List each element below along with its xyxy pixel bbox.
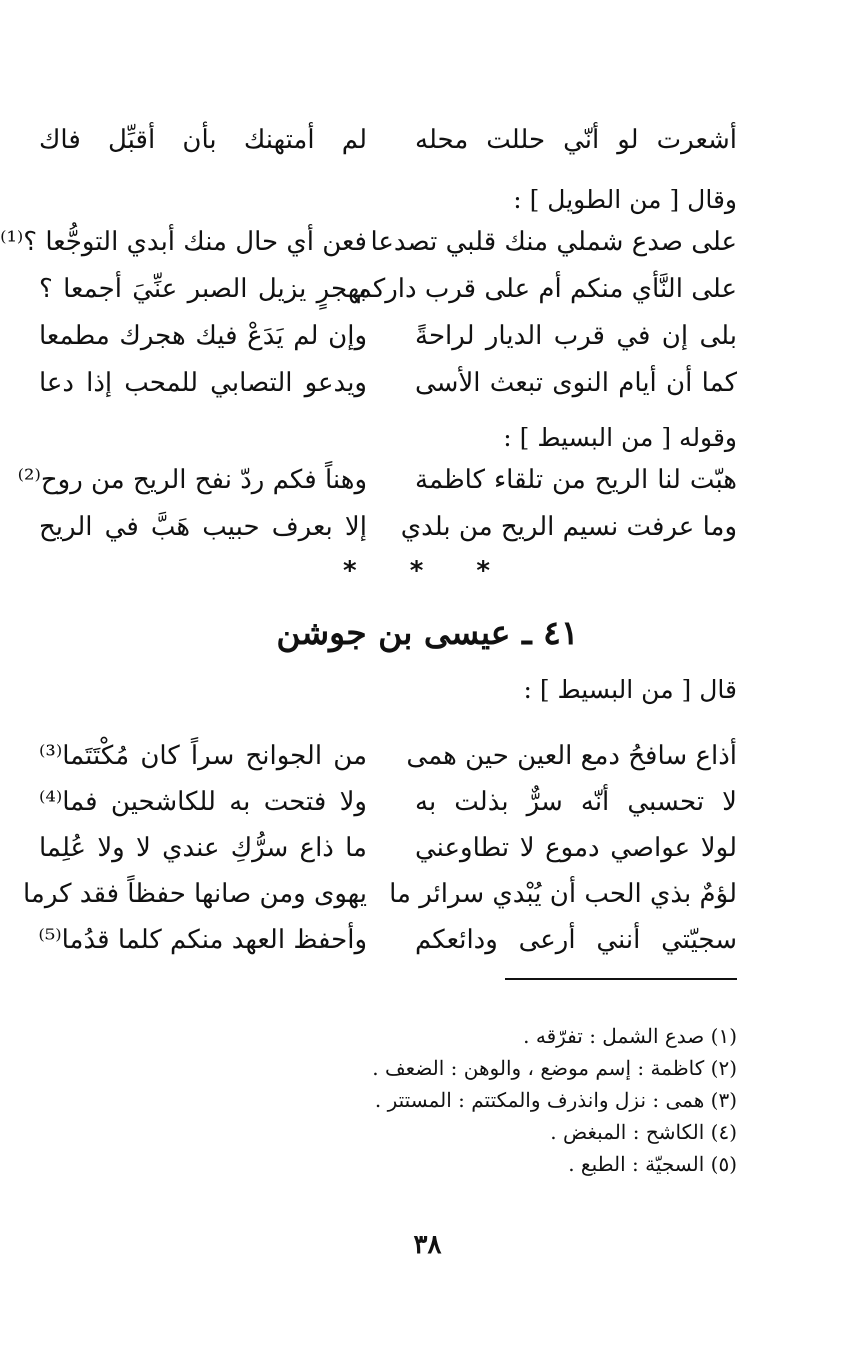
verse-second-hemistich: وأحفظ العهد منكم كلما قدُما⁽⁵⁾ (38, 925, 367, 955)
verse-row (0, 359, 855, 407)
footnote-1: (١) صدع الشمل : تفرّقه . (523, 1024, 737, 1048)
footnotes (372, 1020, 737, 1180)
section-intro: قال [ من البسيط ] : (523, 675, 737, 704)
verse-first-hemistich: بلى إن في قرب الديار لراحةً (415, 321, 737, 351)
verse-row (0, 778, 855, 826)
verse-first-hemistich: لولا عواصي دموع لا تطاوعني (415, 833, 737, 863)
verse-row (0, 218, 855, 266)
verse-second-hemistich: فعن أي حال منك أبدي التوجُّعا ؟⁽¹⁾ (0, 227, 367, 257)
verse-second-hemistich: وإن لم يَدَعْ فيك هجرك مطمعا (39, 321, 367, 351)
verse-row (0, 456, 855, 504)
page-number: ٣٨ (413, 1230, 442, 1260)
verse-first-hemistich: أشعرت لو أنّي حللت محله (415, 125, 737, 155)
verse-second-hemistich: إلا بعرف حبيب هَبَّ في الريح (39, 512, 367, 542)
poet-heading: ٤١ ـ عيسى بن جوشن (276, 613, 579, 652)
verse-row (0, 916, 855, 964)
verse-row (0, 503, 855, 551)
verse-first-hemistich: لؤمٌ بذي الحب أن يُبْدي سرائر ما (389, 879, 737, 909)
verse-first-hemistich: كما أن أيام النوى تبعث الأسى (415, 368, 737, 398)
verse-first-hemistich: وما عرفت نسيم الريح من بلدي (400, 512, 737, 542)
footnote-3: (٣) همى : نزل وانذرف والمكتتم : المستتر . (374, 1088, 737, 1112)
footnote-2: (٢) كاظمة : إسم موضع ، والوهن : الضعف . (372, 1056, 737, 1080)
verse-first-hemistich: هبّت لنا الريح من تلقاء كاظمة (415, 465, 737, 495)
verse-second-hemistich: لم أمتهنك بأن أقبِّل فاك (39, 125, 367, 155)
verse-first-hemistich: على صدع شملي منك قلبي تصدعا (370, 227, 737, 257)
verse-second-hemistich: ويدعو التصابي للمحب إذا دعا (39, 368, 367, 398)
section-intro: وقوله [ من البسيط ] : (503, 423, 737, 452)
verse-row (0, 116, 855, 164)
verse-second-hemistich: ما ذاع سرُّكِ عندي لا ولا عُلِما (39, 833, 367, 863)
verse-second-hemistich: وهناً فكم ردّ نفح الريح من روح⁽²⁾ (17, 465, 367, 495)
verse-first-hemistich: لا تحسبي أنّه سرٌّ بذلت به (415, 787, 737, 817)
verse-second-hemistich: ولا فتحت به للكاشحين فما⁽⁴⁾ (39, 787, 367, 817)
verse-second-hemistich: بهجرٍ يزيل الصبر عنِّيَ أجمعا ؟ (39, 274, 367, 304)
footnote-5: (٥) السجيّة : الطبع . (568, 1152, 737, 1176)
verse-first-hemistich: سجيّتي أنني أرعى ودائعكم (415, 925, 737, 955)
footnote-separator (505, 978, 737, 980)
verse-row (0, 312, 855, 360)
verse-first-hemistich: أذاع سافحُ دمع العين حين همى (406, 741, 737, 771)
verse-first-hemistich: على النَّأي منكم أم على قرب داركم (355, 274, 737, 304)
verse-row (0, 824, 855, 872)
section-intro: وقال [ من الطويل ] : (513, 185, 737, 214)
verse-second-hemistich: من الجوانح سراً كان مُكْتَتَما⁽³⁾ (39, 741, 367, 771)
verse-row (0, 732, 855, 780)
verse-second-hemistich: يهوى ومن صانها حفظاً فقد كرما (22, 879, 367, 909)
section-divider: * * * (343, 556, 512, 586)
footnote-4: (٤) الكاشح : المبغض . (550, 1120, 737, 1144)
verse-row (0, 265, 855, 313)
verse-row (0, 870, 855, 918)
